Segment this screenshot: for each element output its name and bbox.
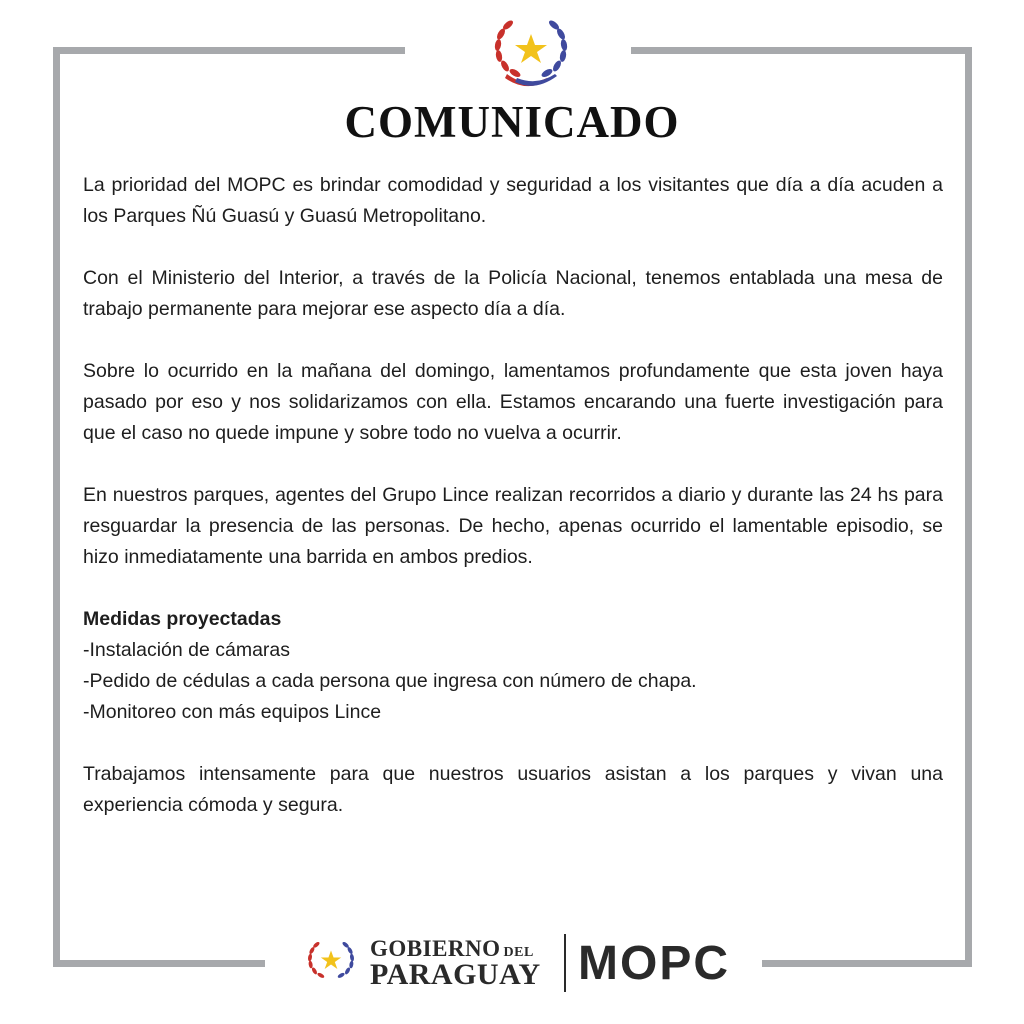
paraguay-text: PARAGUAY: [370, 958, 541, 991]
statement-body: [83, 170, 943, 821]
frame-left: [53, 47, 60, 967]
paraguay-emblem-icon: [300, 934, 362, 990]
page-title: COMUNICADO: [344, 97, 680, 147]
frame-right: [965, 47, 972, 967]
paragraph-2: Con el Ministerio del Interior, a través de la Policía Nacional, tenemos entablada una mesa de trabajo permanente para mejorar ese aspecto día a día.: [83, 267, 943, 320]
paragraph-4: En nuestros parques, agentes del Grupo Lince realizan recorridos a diario y durante las 24 hs para resguardar la presencia de las personas. De hecho, apenas ocurrido el lamentable episodio, se hizo inmediatamente una barrida en ambos predios.: [83, 484, 943, 568]
measure-item: -Instalación de cámaras: [83, 639, 291, 661]
measure-item: -Monitoreo con más equipos Lince: [83, 701, 382, 723]
frame-top-left: [53, 47, 405, 54]
footer-logo: [300, 928, 730, 998]
paragraph-1: La prioridad del MOPC es brindar comodidad y seguridad a los visitantes que día a día acuden a los Parques Ñú Guasú y Guasú Metropolitano.: [83, 174, 943, 227]
measures-heading: Medidas proyectadas: [83, 608, 282, 630]
frame-bottom-left: [53, 960, 265, 967]
del-word: DEL: [503, 945, 534, 960]
paraguay-emblem-icon: [485, 8, 577, 96]
frame-bottom-right: [762, 960, 972, 967]
measure-item: -Pedido de cédulas a cada persona que ingresa con número de chapa.: [83, 670, 697, 692]
frame-top-right: [631, 47, 972, 54]
logo-divider: [564, 934, 566, 992]
paragraph-5: Trabajamos intensamente para que nuestros usuarios asistan a los parques y vivan una experiencia cómoda y segura.: [83, 763, 943, 816]
gobierno-word: GOBIERNO: [370, 936, 501, 961]
paragraph-3: Sobre lo ocurrido en la mañana del domingo, lamentamos profundamente que esta joven haya pasado por eso y nos solidarizamos con ella. Estamos encarando una fuerte investigación para que el caso no quede impune y sobre todo no vuelva a ocurrir.: [83, 360, 943, 444]
mopc-wordmark: MOPC: [578, 937, 730, 990]
